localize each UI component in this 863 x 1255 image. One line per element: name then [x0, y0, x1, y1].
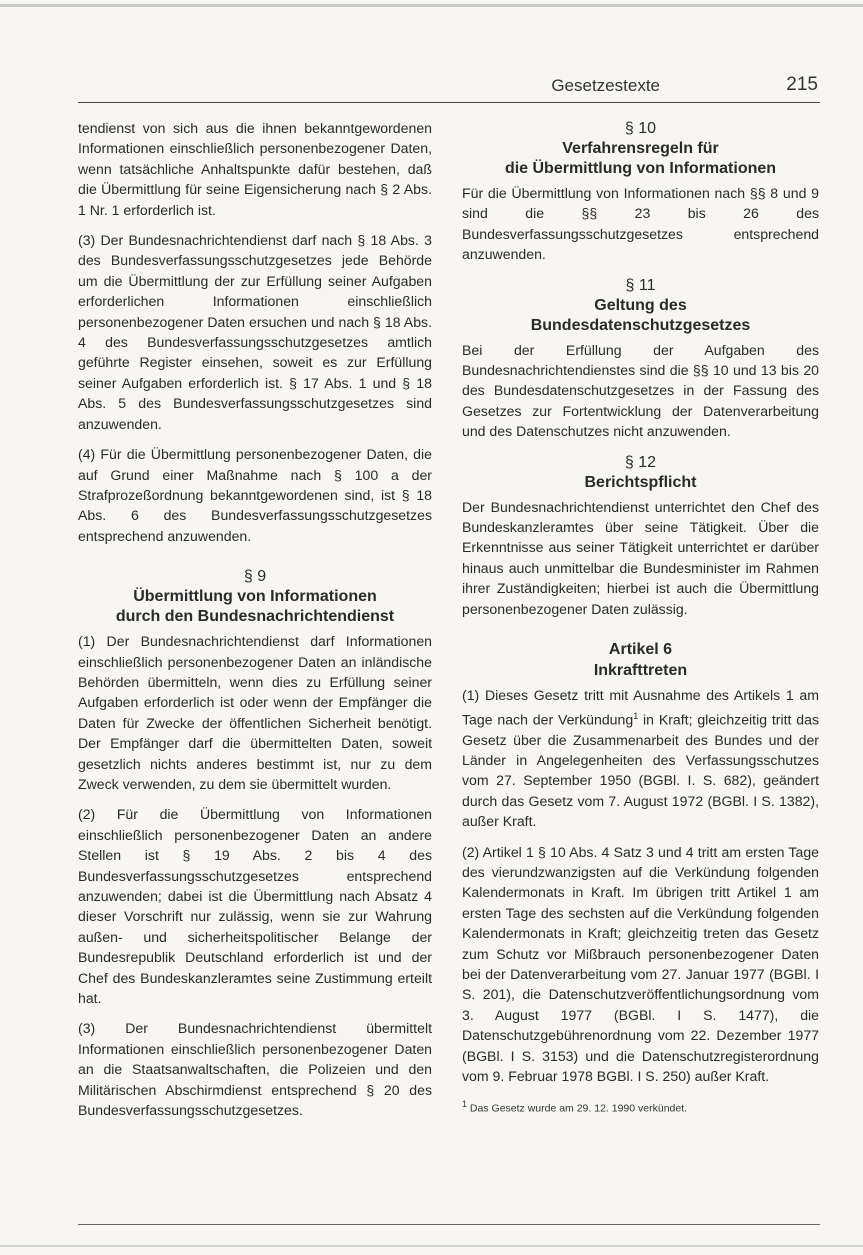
- page-number: 215: [786, 74, 818, 95]
- paragraph: (1) Der Bundesnachrichtendienst darf Informationen einschließlich personenbezogener Daten an inländische Behörden übermitteln, wenn dies zu Erfüllung seiner Aufgaben erforderlich ist oder wenn der Empfänger die Daten für Zwecke der öffentlichen Sicherheit benötigt. Der Empfänger darf die übermittelten Daten, soweit gesetzlich nichts anderes bestimmt ist, nur zu dem Zweck verwenden, zu dem sie übermittelt wurden.: [78, 633, 432, 792]
- section-number: § 12: [624, 453, 657, 471]
- section-title-line: durch den Bundesnachrichtendienst: [115, 608, 395, 626]
- bottom-rule: [78, 1224, 820, 1225]
- section-title-line: Bundesdatenschutzgesetzes: [530, 316, 751, 334]
- paragraph: Bei der Erfüllung der Aufgaben des Bundesnachrichtendienstes sind die §§ 10 und 13 bis 20 des Bundesdatenschutzgesetzes in der Fassung des Gesetzes zur Fortentwicklung der Datenverarbeitung und des Datenschutzes nicht anzuwenden.: [462, 341, 819, 440]
- paragraph: (2) Artikel 1 § 10 Abs. 4 Satz 3 und 4 tritt am ersten Tage des vierundzwanzigsten auf die Verkündung folgenden Kalendermonats in Kraft. Im übrigen tritt Artikel 1 am ersten Tage des sechsten auf die Verkündung folgenden Kalendermonats in Kraft; gleichzeitig treten das Gesetz zum Schutz vor Mißbrauch personenbezogener Daten bei der Datenverarbeitung vom 27. Januar 1977 (BGBl. I S. 201), die Datenschutzveröffentlichungsordnung vom 3. August 1977 (BGBl. I S. 1477), die Datenschutzgebührenordnung vom 22. Dezember 1977 (BGBl. I S. 3153) und die Datenschutzregisterordnung vom 9. Februar 1978 BGBl. I S. 250) außer Kraft.: [462, 843, 819, 1085]
- section-title-line: Verfahrensregeln für: [562, 140, 719, 157]
- footnote: [462, 1097, 819, 1116]
- section-number: § 9: [243, 568, 267, 586]
- paragraph: (3) Der Bundesnachrichtendienst darf nach § 18 Abs. 3 des Bundesverfassungsschutzgesetzes jede Behörde um die Übermittlung der zur Erfüllung seiner Aufgaben erforderlichen Informationen einschließlich personenbezogener Daten ersuchen und nach § 18 Abs. 4 des Bundesverfassungsschutzgesetzes amtlich geführte Register einsehen, soweit es zur Erfüllung seiner Aufgaben erforderlich ist. § 17 Abs. 1 und § 18 Abs. 5 des Bundesverfassungsschutzgesetzes sind anzuwenden.: [78, 232, 432, 432]
- header-title: Gesetzestexte: [551, 76, 660, 95]
- section-title: [462, 139, 819, 179]
- paragraph: (1) Dieses Gesetz tritt mit Ausnahme des Artikels 1 am Tage nach der Verkündung$^1$ in Kraft; gleichzeitig tritt das Gesetz über die Zusammenarbeit des Bundes und der Länder in Angelegenheiten des Verfassungsschutzes vom 27. September 1950 (BGBl. I. S. 682), geändert durch das Gesetz vom 7. August 1972 (BGBl. I S. 1382), außer Kraft.: [462, 687, 819, 830]
- footnote-mark: 1: [462, 1098, 468, 1109]
- article-number: Artikel 6: [608, 641, 673, 659]
- section-number: § 10: [624, 120, 657, 137]
- paragraph: (4) Für die Übermittlung personenbezogener Daten, die auf Grund einer Maßnahme nach § 100 a der Strafprozeßordnung bekanntgewordenen sind, ist § 18 Abs. 6 des Bundesverfassungsschutzgesetzes entsprechend anzuwenden.: [78, 446, 432, 544]
- footnote-text: Das Gesetz wurde am 29. 12. 1990 verkündet.: [467, 1102, 688, 1114]
- paragraph: (2) Für die Übermittlung von Informationen einschließlich personenbezogener Daten an andere Stellen ist § 19 Abs. 2 bis 4 des Bundesverfassungsschutzgesetzes entsprechend anzuwenden; dabei ist die Übermittlung nach Absatz 4 dieser Vorschrift nur zulässig, wenn sie zur Wahrung außen- und sicherheitspolitischer Belange der Bundesrepublik Deutschland erforderlich ist und der Chef des Bundeskanzleramtes seine Zustimmung erteilt hat.: [78, 806, 432, 1007]
- footnote-reference: 1: [633, 710, 639, 721]
- bottom-edge-rule: [0, 1245, 863, 1247]
- section-title-line: Geltung des: [594, 296, 687, 314]
- paragraph: Für die Übermittlung von Informationen nach §§ 8 und 9 sind die §§ 23 bis 26 des Bundesverfassungsschutzgesetzes entsprechend anzuwenden.: [462, 185, 819, 263]
- top-edge-rule: [0, 4, 863, 7]
- running-header: [78, 72, 820, 103]
- section-number: § 11: [625, 276, 656, 294]
- article-title: Inkrafttreten: [593, 662, 688, 680]
- right-column: [462, 118, 819, 1115]
- paragraph: Der Bundesnachrichtendienst unterrichtet den Chef des Bundeskanzleramtes über seine Tätigkeit. Über die Erkenntnisse aus seiner Tätigkeit unterrichtet er darüber hinaus auch unmittelbar die Bundesminister im Rahmen ihrer Zuständigkeiten; hierbei ist auch die Übermittlung personenbezogener Daten zulässig.: [462, 498, 819, 617]
- section-title: [462, 296, 819, 336]
- paragraph: (3) Der Bundesnachrichtendienst übermittelt Informationen einschließlich personenbezogener Daten an die Staatsanwaltschaften, die Polizeien und den Militärischen Abschirmdienst entsprechend § 20 des Bundesverfassungsschutzgesetzes.: [78, 1020, 432, 1119]
- section-title-line: die Übermittlung von Informationen: [504, 160, 777, 177]
- section-title: Berichtspflicht: [584, 473, 697, 491]
- section-title: [78, 587, 432, 627]
- section-title-line: Übermittlung von Informationen: [133, 588, 377, 606]
- paragraph: tendienst von sich aus die ihnen bekanntgewordenen Informationen einschließlich personenbezogener Daten, wenn tatsächliche Anhaltspunkte dafür bestehen, daß die Übermittlung für seine Eigensicherung nach § 2 Abs. 1 Nr. 1 erforderlich ist.: [78, 120, 432, 218]
- left-column: [78, 118, 432, 1130]
